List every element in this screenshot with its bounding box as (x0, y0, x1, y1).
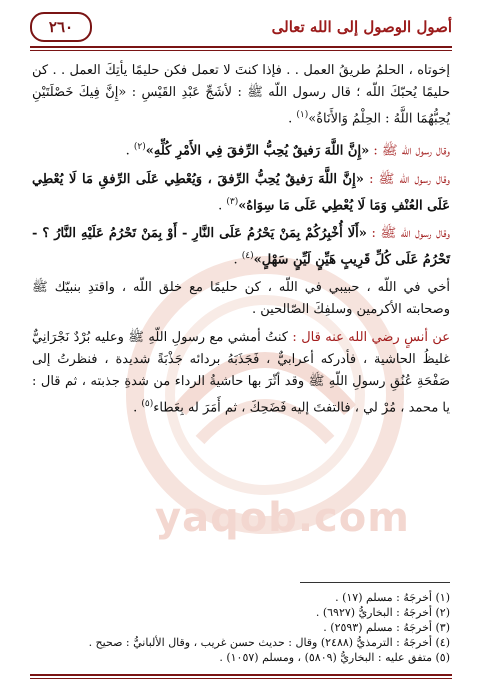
running-title: أصول الوصول إلى الله تعالى (271, 18, 452, 36)
footnotes (32, 590, 450, 665)
footnote-separator (300, 582, 450, 583)
page-number: ٢٦٠ (30, 12, 92, 42)
footnote-ref: (٥) (141, 399, 154, 410)
footnote-ref: (٢) (133, 142, 146, 153)
footnote-ref: (٤) (241, 250, 254, 261)
paragraph-text: كنتُ أمشي مع رسولِ اللّهِ ﷺ وعليه بُرْدٌ نَجْرَانِيٌّ غليظُ الحاشية ، فأدركه أعرابيٌّ ، فَجَذَبَهُ بردائه جَذْبَةً شديدة ، فنظرتُ إلى صَفْحَةِ عُنُقِ رسولِ اللّهِ ﷺ وقد أثّرَ بها حاشيةُ الرداء من شدةِ جذبته ، ثم قال : يا محمد ، مُرْ لي ، فالتفتَ إليه فَضَحِكَ ، ثم أَمَرَ له بِعَطاء (32, 330, 450, 416)
footnote-item: (٥) متفق عليه : البخاريُّ (٥٨٠٩) ، ومسلم (١٠٥٧) . (219, 651, 450, 664)
footnote-item: (١) أخرجَهُ : مسلم (١٧) . (335, 591, 450, 604)
paragraph-4: وقال رسول اللّه ﷺ : «أَلَا أُخْبِرُكُمْ بِمَنْ يَحْرُمُ عَلَى النَّارِ - أَوْ بِمَنْ تَحْرُمُ عَلَيْهِ النَّارُ ؟ - تَحْرُمُ عَلَى كُلِّ قَرِيبٍ هَيِّنٍ لَيِّنٍ سَهْلٍ»$^{(٤)}$ . (32, 225, 450, 268)
paragraph-6: عن أنسٍ رضي الله عنه قال : كنتُ أمشي مع رسولِ اللّهِ ﷺ وعليه بُرْدٌ نَجْرَانِيٌّ غليظُ الحاشية ، فأدركه أعرابيٌّ ، فَجَذَبَهُ بردائه جَذْبَةً شديدة ، فنظرتُ إلى صَفْحَةِ عُنُقِ رسولِ اللّهِ ﷺ وقد أثّرَ بها حاشيةُ الرداء من شدةِ جذبته ، ثم قال : يا محمد ، مُرْ لي ، فالتفتَ إليه فَضَحِكَ ، ثم أَمَرَ له بِعَطاء$^{(٥)}$ . (32, 330, 450, 416)
hadith-lead: وقال رسول اللّه ﷺ : (373, 143, 450, 159)
footnote-item: (٤) أخرجَهُ : الترمذيُّ (٢٤٨٨) وقال : حديث حسن غريب ، وقال الألبانيُّ : صحيح . (88, 636, 450, 649)
hadith-quote: «إِنَّ اللَّهَ رَفيقٌ يُحِبُّ الرِّفقَ فِي الأَمْرِ كُلِّهِ» (145, 143, 370, 159)
hadith-lead: عن أنسٍ رضي الله عنه قال : (292, 330, 450, 346)
hadith-quote: «أَلَا أُخْبِرُكُمْ بِمَنْ يَحْرُمُ عَلَى النَّارِ - أَوْ بِمَنْ تَحْرُمُ عَلَيْهِ النَّارُ ؟ - تَحْرُمُ عَلَى كُلِّ قَرِيبٍ هَيِّنٍ لَيِّنٍ سَهْلٍ» (32, 225, 450, 268)
footnote-item: (٢) أخرجَهُ : البخاريُّ (٦٩٢٧) . (315, 606, 450, 619)
hadith-lead: وقال رسول اللّه ﷺ : (371, 225, 450, 241)
header-rule-thin (30, 50, 452, 51)
paragraph-2: وقال رسول اللّه ﷺ : «إِنَّ اللَّهَ رَفيقٌ يُحِبُّ الرِّفقَ فِي الأَمْرِ كُلِّهِ»$^{(٢)}$ . (125, 142, 450, 159)
watermark-text: yaqob.com (155, 495, 410, 541)
paragraph-3: وقال رسول اللّه ﷺ : «إِنَّ اللَّهَ رَفيقٌ يُحِبُّ الرِّفقَ ، وَيُعْطِي عَلَى الرِّفقِ مَا لَا يُعْطِي عَلَى العُنْفِ وَمَا لَا يُعْطِي عَلَى مَا سِوَاهُ»$^{(٣)}$ . (32, 171, 450, 213)
paragraph-1: إخوتاه ، الحلمُ طريقُ العمل . . فإذا كنتَ لا تعمل فكن حليمًا يأتِكَ العمل . . كن حليمًا يُحبّكَ اللّه ؛ قال رسول اللّه ﷺ : لأشَجِّ عَبْدِ القَيْسِ : «إِنَّ فِيكَ خَصْلَتَيْنِ يُحِبُّهُمَا اللَّهُ : الحِلْمُ وَالأَنَاةُ»$^{(١)}$ . (32, 63, 450, 127)
paragraph-text: أخي في اللّه ، حبيبي في اللّه ، كن حليمًا مع خلق اللّه ، واقتدِ بنبيّك ﷺ وصحابته الأكرمين وسلفِكَ الصّالحين (32, 280, 450, 318)
paragraph-text: إخوتاه ، الحلمُ طريقُ العمل . . فإذا كنتَ لا تعمل فكن حليمًا يأتِكَ العمل . . كن حليمًا يُحبّكَ اللّه ؛ قال رسول اللّه ﷺ : لأشَجِّ عَبْدِ القَيْسِ : «إِنَّ فِيكَ خَصْلَتَيْنِ يُحِبُّهُمَا اللَّهُ : الحِلْمُ وَالأَنَاةُ» (32, 63, 450, 127)
hadith-quote: «إِنَّ اللَّهَ رَفيقٌ يُحِبُّ الرِّفقَ ، وَيُعْطِي عَلَى الرِّفقِ مَا لَا يُعْطِي عَلَى العُنْفِ وَمَا لَا يُعْطِي عَلَى مَا سِوَاهُ» (32, 171, 450, 213)
header-rule (30, 46, 452, 48)
page-header (30, 10, 452, 44)
hadith-lead: وقال رسول اللّه ﷺ : (369, 171, 450, 187)
footnote-ref: (٣) (226, 196, 239, 207)
footnote-item: (٣) أخرجَهُ : مسلم (٢٥٩٣) . (323, 621, 450, 634)
paragraph-5: أخي في اللّه ، حبيبي في اللّه ، كن حليمًا مع خلق اللّه ، واقتدِ بنبيّك ﷺ وصحابته الأكرمين وسلفِكَ الصّالحين . (32, 280, 450, 318)
page-body (32, 60, 450, 426)
footer-rule-thin (30, 678, 452, 679)
footnote-ref: (١) (296, 110, 309, 120)
footer-rule (30, 674, 452, 676)
